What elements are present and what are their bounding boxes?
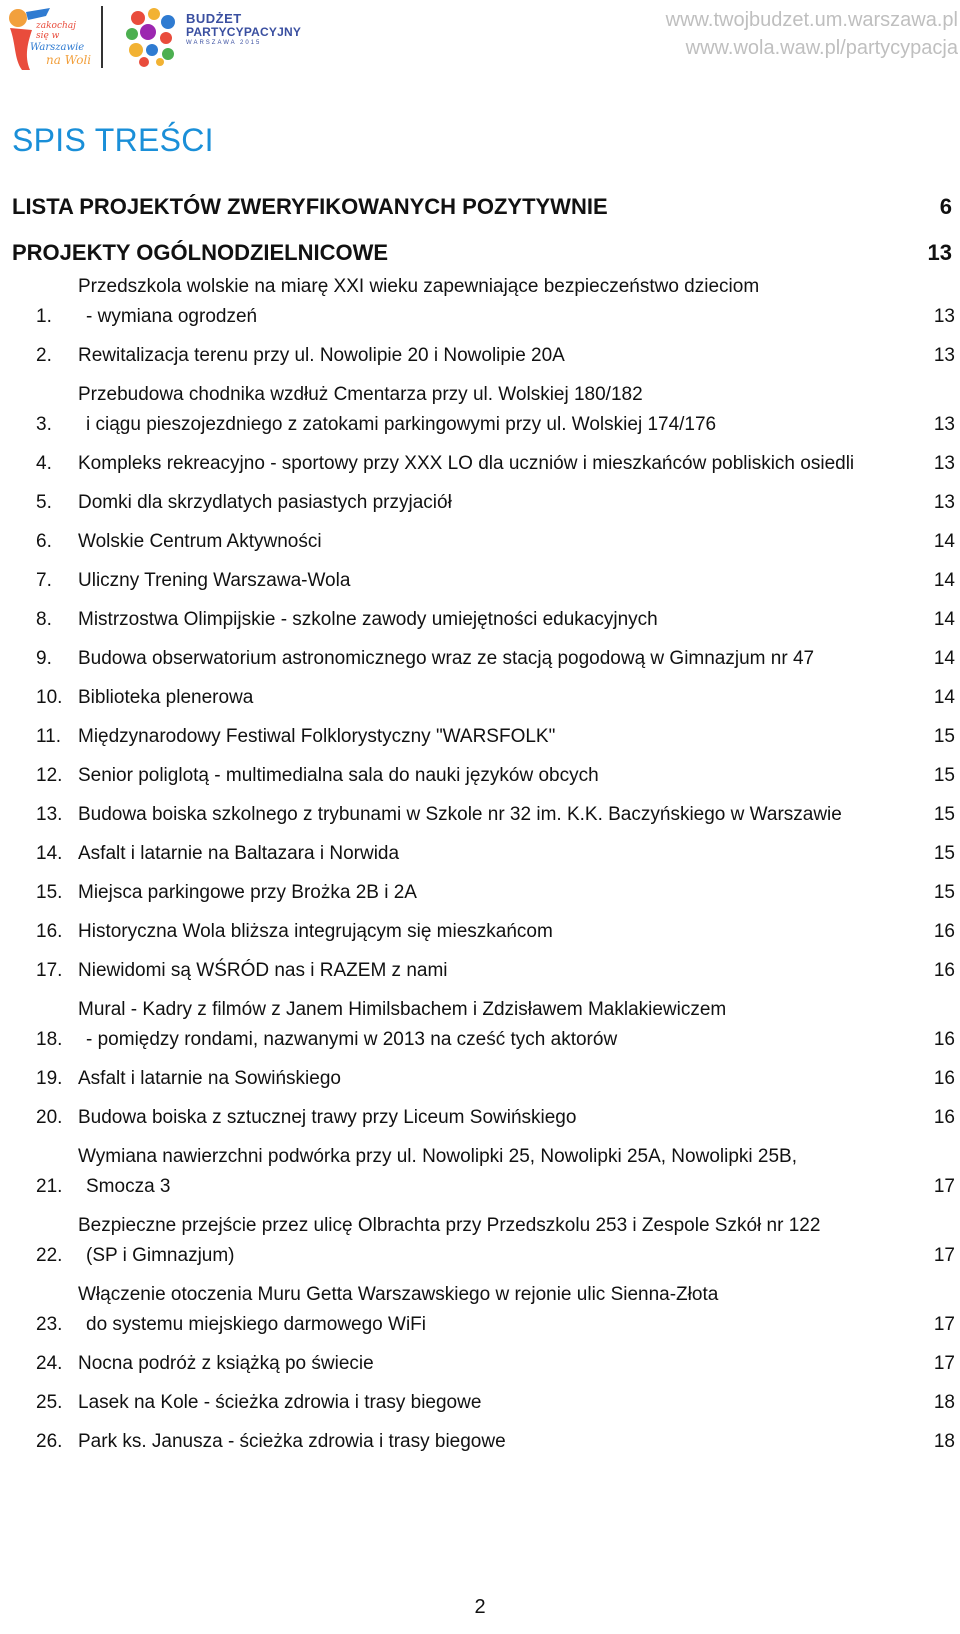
entry-page-number: 14 [933,531,955,552]
section-page: 6 [939,194,952,219]
entry-number: 16. [36,921,63,942]
entry-page-number: 15 [933,726,955,747]
entry-page-number: 14 [933,648,955,669]
toc-entry[interactable] [0,1103,960,1133]
toc-entry[interactable] [0,683,960,713]
entry-title-line-1: Budowa boiska szkolnego z trybunami w Szkole nr 32 im. K.K. Baczyńskiego w Warszawie [78,804,842,825]
wola-logo [6,4,92,74]
entry-number: 11. [36,726,62,747]
entry-page-number: 18 [933,1431,955,1452]
toc-entry[interactable] [0,449,960,479]
entry-title [78,341,903,371]
entry-title-line-1: Asfalt i latarnie na Baltazara i Norwida [78,843,400,864]
entry-title-line-2: i ciągu pieszojezdniego z zatokami parkingowymi przy ul. Wolskiej 174/176 [86,414,717,435]
toc-entry[interactable] [0,1142,960,1202]
toc-entry[interactable] [0,761,960,791]
toc-entry[interactable] [0,1427,960,1457]
entry-number: 23. [36,1314,63,1335]
entry-title-line-1: Uliczny Trening Warszawa-Wola [78,570,351,591]
entry-number: 10. [36,687,63,708]
entry-title [78,527,903,557]
entry-title-line-1: Rewitalizacja terenu przy ul. Nowolipie 20 i Nowolipie 20A [78,345,565,366]
entry-title-line-1: Budowa boiska z sztucznej trawy przy Liceum Sowińskiego [78,1107,577,1128]
entry-page-number: 15 [933,804,955,825]
entry-number: 17. [36,960,63,981]
entry-title [78,272,903,332]
entry-title [78,839,903,869]
entry-title-line-1: Wymiana nawierzchni podwórka przy ul. Nowolipki 25, Nowolipki 25A, Nowolipki 25B, [78,1146,797,1167]
entry-number: 7. [36,570,52,591]
entry-title-line-2: - wymiana ogrodzeń [86,306,258,327]
toc-entry[interactable] [0,878,960,908]
svg-text:zakochaj: zakochaj [36,21,76,31]
entry-number: 12. [36,765,63,786]
entry-number: 2. [36,345,52,366]
entry-title [78,1064,903,1094]
toc-entry[interactable] [0,839,960,869]
entry-title [78,956,903,986]
url-twojbudzet[interactable]: www.twojbudzet.um.warszawa.pl [665,9,958,31]
entry-title-line-2: (SP i Gimnazjum) [86,1245,235,1266]
entry-page-number: 14 [933,609,955,630]
entry-title [78,1103,903,1133]
entry-title [78,800,903,830]
budzet-partycypacyjny-flower-logo [118,4,182,68]
entry-number: 6. [36,531,52,552]
svg-text:się w: się w [36,31,60,41]
entry-page-number: 13 [933,453,955,474]
entry-page-number: 16 [933,1029,955,1050]
wordmark-line-2: PARTYCYPACYJNY [186,25,302,39]
section-heading-district-projects[interactable] [12,240,952,266]
entry-title-line-1: Wolskie Centrum Aktywności [78,531,322,552]
entry-title-line-2: - pomiędzy rondami, nazwanymi w 2013 na cześć tych aktorów [86,1029,618,1050]
toc-entry[interactable] [0,380,960,440]
entry-page-number: 16 [933,960,955,981]
entry-title-line-1: Nocna podróż z książką po świecie [78,1353,374,1374]
svg-text:Warszawie: Warszawie [30,42,85,53]
toc-entry[interactable] [0,566,960,596]
entry-page-number: 15 [933,843,955,864]
toc-entry[interactable] [0,1064,960,1094]
page-header [0,0,960,80]
table-of-contents-title: SPIS TREŚCI [12,122,214,158]
entry-page-number: 14 [933,570,955,591]
entry-title-line-1: Międzynarodowy Festiwal Folklorystyczny "WARSFOLK" [78,726,556,747]
entry-page-number: 17 [933,1353,955,1374]
entry-title [78,1349,903,1379]
entry-page-number: 15 [933,765,955,786]
entry-number: 4. [36,453,52,474]
entry-number: 22. [36,1245,63,1266]
page-number: 2 [474,1596,486,1618]
entry-title [78,1142,903,1202]
toc-entry[interactable] [0,341,960,371]
toc-entry[interactable] [0,1388,960,1418]
entry-number: 5. [36,492,52,513]
entry-page-number: 16 [933,921,955,942]
entry-title [78,1427,903,1457]
entry-title [78,917,903,947]
entry-title-line-1: Bezpieczne przejście przez ulicę Olbrachta przy Przedszkolu 253 i Zespole Szkół nr 122 [78,1215,821,1236]
entry-number: 13. [36,804,63,825]
toc-entry[interactable] [0,1280,960,1340]
entry-number: 19. [36,1068,63,1089]
entry-title [78,1280,903,1340]
entry-title [78,878,903,908]
entry-page-number: 16 [933,1107,955,1128]
entry-page-number: 18 [933,1392,955,1413]
entry-title-line-1: Asfalt i latarnie na Sowińskiego [78,1068,341,1089]
entry-title [78,566,903,596]
toc-entry[interactable] [0,527,960,557]
entry-title-line-1: Przebudowa chodnika wzdłuż Cmentarza przy ul. Wolskiej 180/182 [78,384,643,405]
entry-number: 15. [36,882,63,903]
entry-title-line-1: Lasek na Kole - ścieżka zdrowia i trasy biegowe [78,1392,482,1413]
entry-title-line-1: Budowa obserwatorium astronomicznego wraz ze stacją pogodową w Gimnazjum nr 47 [78,648,815,669]
entry-page-number: 14 [933,687,955,708]
entry-title-line-1: Historyczna Wola bliższa integrującym się mieszkańcom [78,921,553,942]
entry-title-line-1: Miejsca parkingowe przy Brożka 2B i 2A [78,882,417,903]
entry-page-number: 17 [933,1245,955,1266]
toc-entry[interactable] [0,956,960,986]
toc-entry[interactable] [0,272,960,332]
entry-title [78,761,903,791]
toc-entry-list [0,272,960,1466]
entry-title-line-1: Mistrzostwa Olimpijskie - szkolne zawody umiejętności edukacyjnych [78,609,658,630]
entry-title [78,449,903,479]
section-label: PROJEKTY OGÓLNODZIELNICOWE [12,240,389,265]
url-wola-partycypacja[interactable]: www.wola.waw.pl/partycypacja [685,37,958,59]
section-page: 13 [927,240,952,265]
entry-page-number: 17 [933,1176,955,1197]
entry-title-line-2: Smocza 3 [86,1176,171,1197]
entry-title-line-1: Kompleks rekreacyjno - sportowy przy XXX LO dla uczniów i mieszkańców pobliskich osiedli [78,453,855,474]
header-urls [666,6,958,62]
entry-page-number: 13 [933,414,955,435]
toc-entry[interactable] [0,605,960,635]
entry-number: 1. [36,306,52,327]
entry-title-line-1: Włączenie otoczenia Muru Getta Warszawskiego w rejonie ulic Sienna-Złota [78,1284,719,1305]
entry-number: 8. [36,609,52,630]
entry-title-line-1: Mural - Kadry z filmów z Janem Himilsbachem i Zdzisławem Maklakiewiczem [78,999,727,1020]
entry-title-line-1: Niewidomi są WŚRÓD nas i RAZEM z nami [78,960,448,981]
entry-number: 26. [36,1431,63,1452]
entry-title [78,722,903,752]
entry-title-line-1: Park ks. Janusza - ścieżka zdrowia i trasy biegowe [78,1431,506,1452]
entry-number: 14. [36,843,63,864]
entry-number: 3. [36,414,52,435]
toc-entry[interactable] [0,644,960,674]
entry-title-line-1: Senior poliglotą - multimedialna sala do nauki języków obcych [78,765,599,786]
toc-entry[interactable] [0,488,960,518]
entry-title [78,644,903,674]
entry-page-number: 17 [933,1314,955,1335]
budzet-partycypacyjny-wordmark [186,12,306,47]
toc-entry[interactable] [0,800,960,830]
toc-entry[interactable] [0,1211,960,1271]
toc-entry[interactable] [0,722,960,752]
entry-number: 21. [36,1176,63,1197]
section-label: LISTA PROJEKTÓW ZWERYFIKOWANYCH POZYTYWNIE [12,194,608,219]
entry-page-number: 15 [933,882,955,903]
entry-page-number: 16 [933,1068,955,1089]
entry-number: 24. [36,1353,63,1374]
entry-number: 18. [36,1029,63,1050]
entry-title [78,488,903,518]
entry-title-line-2: do systemu miejskiego darmowego WiFi [86,1314,427,1335]
wordmark-line-1: BUDŻET [186,11,242,26]
entry-page-number: 13 [933,306,955,327]
svg-text:na Woli: na Woli [46,53,92,67]
toc-entry[interactable] [0,917,960,947]
entry-number: 25. [36,1392,63,1413]
entry-number: 9. [36,648,52,669]
entry-page-number: 13 [933,492,955,513]
entry-title-line-1: Domki dla skrzydlatych pasiastych przyjaciół [78,492,452,513]
entry-title [78,995,903,1055]
toc-entry[interactable] [0,1349,960,1379]
entry-title-line-1: Przedszkola wolskie na miarę XXI wieku zapewniające bezpieczeństwo dzieciom [78,276,760,297]
entry-title-line-1: Biblioteka plenerowa [78,687,254,708]
logo-divider [101,6,103,68]
section-heading-verified-projects[interactable] [12,194,952,220]
entry-number: 20. [36,1107,63,1128]
entry-title [78,380,903,440]
entry-title [78,1388,903,1418]
entry-title [78,605,903,635]
wordmark-line-3: WARSZAWA 2015 [186,40,262,46]
entry-title [78,683,903,713]
toc-entry[interactable] [0,995,960,1055]
entry-page-number: 13 [933,345,955,366]
entry-title [78,1211,903,1271]
